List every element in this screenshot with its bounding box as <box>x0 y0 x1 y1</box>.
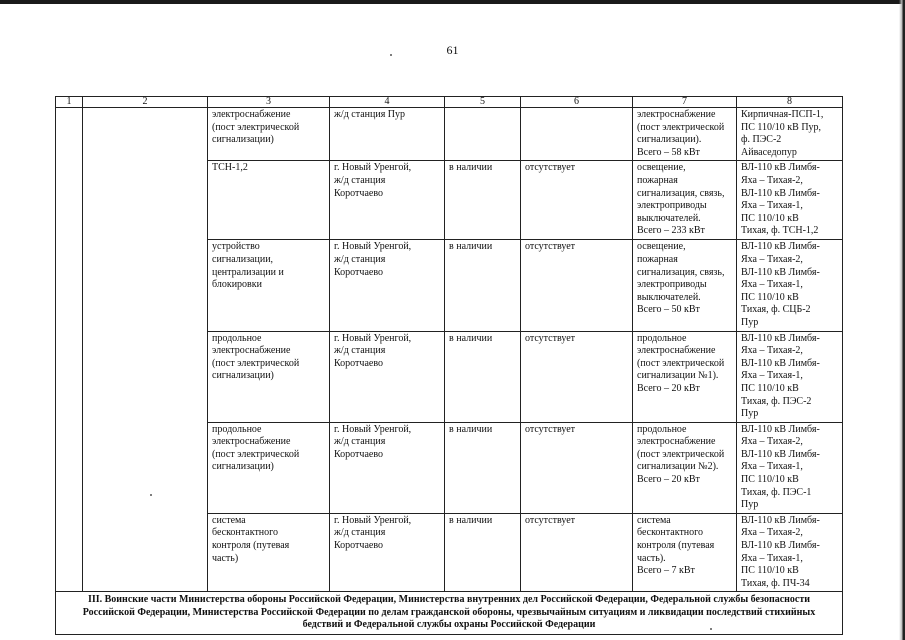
column-number: 3 <box>208 97 330 108</box>
backup-source-cell: отсутствует <box>521 513 633 592</box>
object-name-cell: продольное электроснабжение (пост электрической сигнализации) <box>208 422 330 513</box>
object-name-cell: электроснабжение (пост электрической сигнализации) <box>208 108 330 161</box>
column-number: 1 <box>56 97 83 108</box>
supply-line-cell: ВЛ-110 кВ Лимбя- Яха – Тихая-2, ВЛ-110 кВ Лимбя- Яха – Тихая-1, ПС 110/10 кВ Тихая, ф. ПЭС-1 Пур <box>737 422 843 513</box>
consumers-cell: система бесконтактного контроля (путевая часть). Всего – 7 кВт <box>633 513 737 592</box>
column-number: 4 <box>330 97 445 108</box>
section-heading: III. Воинские части Министерства обороны Российской Федерации, Министерства внутренних дел Российской Федерации, Федеральной службы безопасности Российской Федерации, Министерства Российской Федерации по делам гражданской обороны, чрезвычайным ситуациям и ликвидации последствий стихийных бедствий и Федеральной службы охраны Российской Федерации <box>56 592 843 635</box>
availability-cell <box>445 108 521 161</box>
availability-cell: в наличии <box>445 331 521 422</box>
scan-speck <box>710 628 712 630</box>
column-number: 7 <box>633 97 737 108</box>
location-cell: ж/д станция Пур <box>330 108 445 161</box>
scan-right-edge <box>899 0 905 640</box>
backup-source-cell: отсутствует <box>521 161 633 240</box>
location-cell: г. Новый Уренгой, ж/д станция Коротчаево <box>330 331 445 422</box>
object-name-cell: система бесконтактного контроля (путевая часть) <box>208 513 330 592</box>
merged-empty-cell-col2 <box>83 108 208 592</box>
column-number: 6 <box>521 97 633 108</box>
supply-line-cell: ВЛ-110 кВ Лимбя- Яха – Тихая-2, ВЛ-110 кВ Лимбя- Яха – Тихая-1, ПС 110/10 кВ Тихая, ф. СЦБ-2 Пур <box>737 240 843 331</box>
supply-line-cell: ВЛ-110 кВ Лимбя- Яха – Тихая-2, ВЛ-110 кВ Лимбя- Яха – Тихая-1, ПС 110/10 кВ Тихая, ф. ПЧ-34 <box>737 513 843 592</box>
backup-source-cell: отсутствует <box>521 240 633 331</box>
column-number: 8 <box>737 97 843 108</box>
consumers-cell: электроснабжение (пост электрической сигнализации). Всего – 58 кВт <box>633 108 737 161</box>
power-supply-table <box>55 96 843 635</box>
supply-line-cell: Кирпичная-ПСП-1, ПС 110/10 кВ Пур, ф. ПЭС-2 Айваседопур <box>737 108 843 161</box>
section-heading-row <box>56 592 843 635</box>
backup-source-cell: отсутствует <box>521 331 633 422</box>
backup-source-cell: отсутствует <box>521 422 633 513</box>
supply-line-cell: ВЛ-110 кВ Лимбя- Яха – Тихая-2, ВЛ-110 кВ Лимбя- Яха – Тихая-1, ПС 110/10 кВ Тихая, ф. ПЭС-2 Пур <box>737 331 843 422</box>
availability-cell: в наличии <box>445 240 521 331</box>
availability-cell: в наличии <box>445 513 521 592</box>
supply-line-cell: ВЛ-110 кВ Лимбя- Яха – Тихая-2, ВЛ-110 кВ Лимбя- Яха – Тихая-1, ПС 110/10 кВ Тихая, ф. ТСН-1,2 <box>737 161 843 240</box>
consumers-cell: продольное электроснабжение (пост электрической сигнализации №1). Всего – 20 кВт <box>633 331 737 422</box>
scan-speck <box>150 494 152 496</box>
consumers-cell: освещение, пожарная сигнализация, связь, электроприводы выключателей. Всего – 233 кВт <box>633 161 737 240</box>
column-number: 2 <box>83 97 208 108</box>
table-row <box>56 108 843 161</box>
page-number: 61 <box>446 43 459 57</box>
merged-empty-cell-col1 <box>56 108 83 592</box>
backup-source-cell <box>521 108 633 161</box>
availability-cell: в наличии <box>445 422 521 513</box>
location-cell: г. Новый Уренгой, ж/д станция Коротчаево <box>330 513 445 592</box>
location-cell: г. Новый Уренгой, ж/д станция Коротчаево <box>330 161 445 240</box>
column-number: 5 <box>445 97 521 108</box>
object-name-cell: устройство сигнализации, централизации и блокировки <box>208 240 330 331</box>
consumers-cell: продольное электроснабжение (пост электрической сигнализации №2). Всего – 20 кВт <box>633 422 737 513</box>
location-cell: г. Новый Уренгой, ж/д станция Коротчаево <box>330 422 445 513</box>
location-cell: г. Новый Уренгой, ж/д станция Коротчаево <box>330 240 445 331</box>
column-number-row <box>56 97 843 108</box>
object-name-cell: продольное электроснабжение (пост электрической сигнализации) <box>208 331 330 422</box>
consumers-cell: освещение, пожарная сигнализация, связь, электроприводы выключателей. Всего – 50 кВт <box>633 240 737 331</box>
scan-speck <box>390 54 392 56</box>
scan-top-edge <box>0 0 905 4</box>
availability-cell: в наличии <box>445 161 521 240</box>
object-name-cell: ТСН-1,2 <box>208 161 330 240</box>
